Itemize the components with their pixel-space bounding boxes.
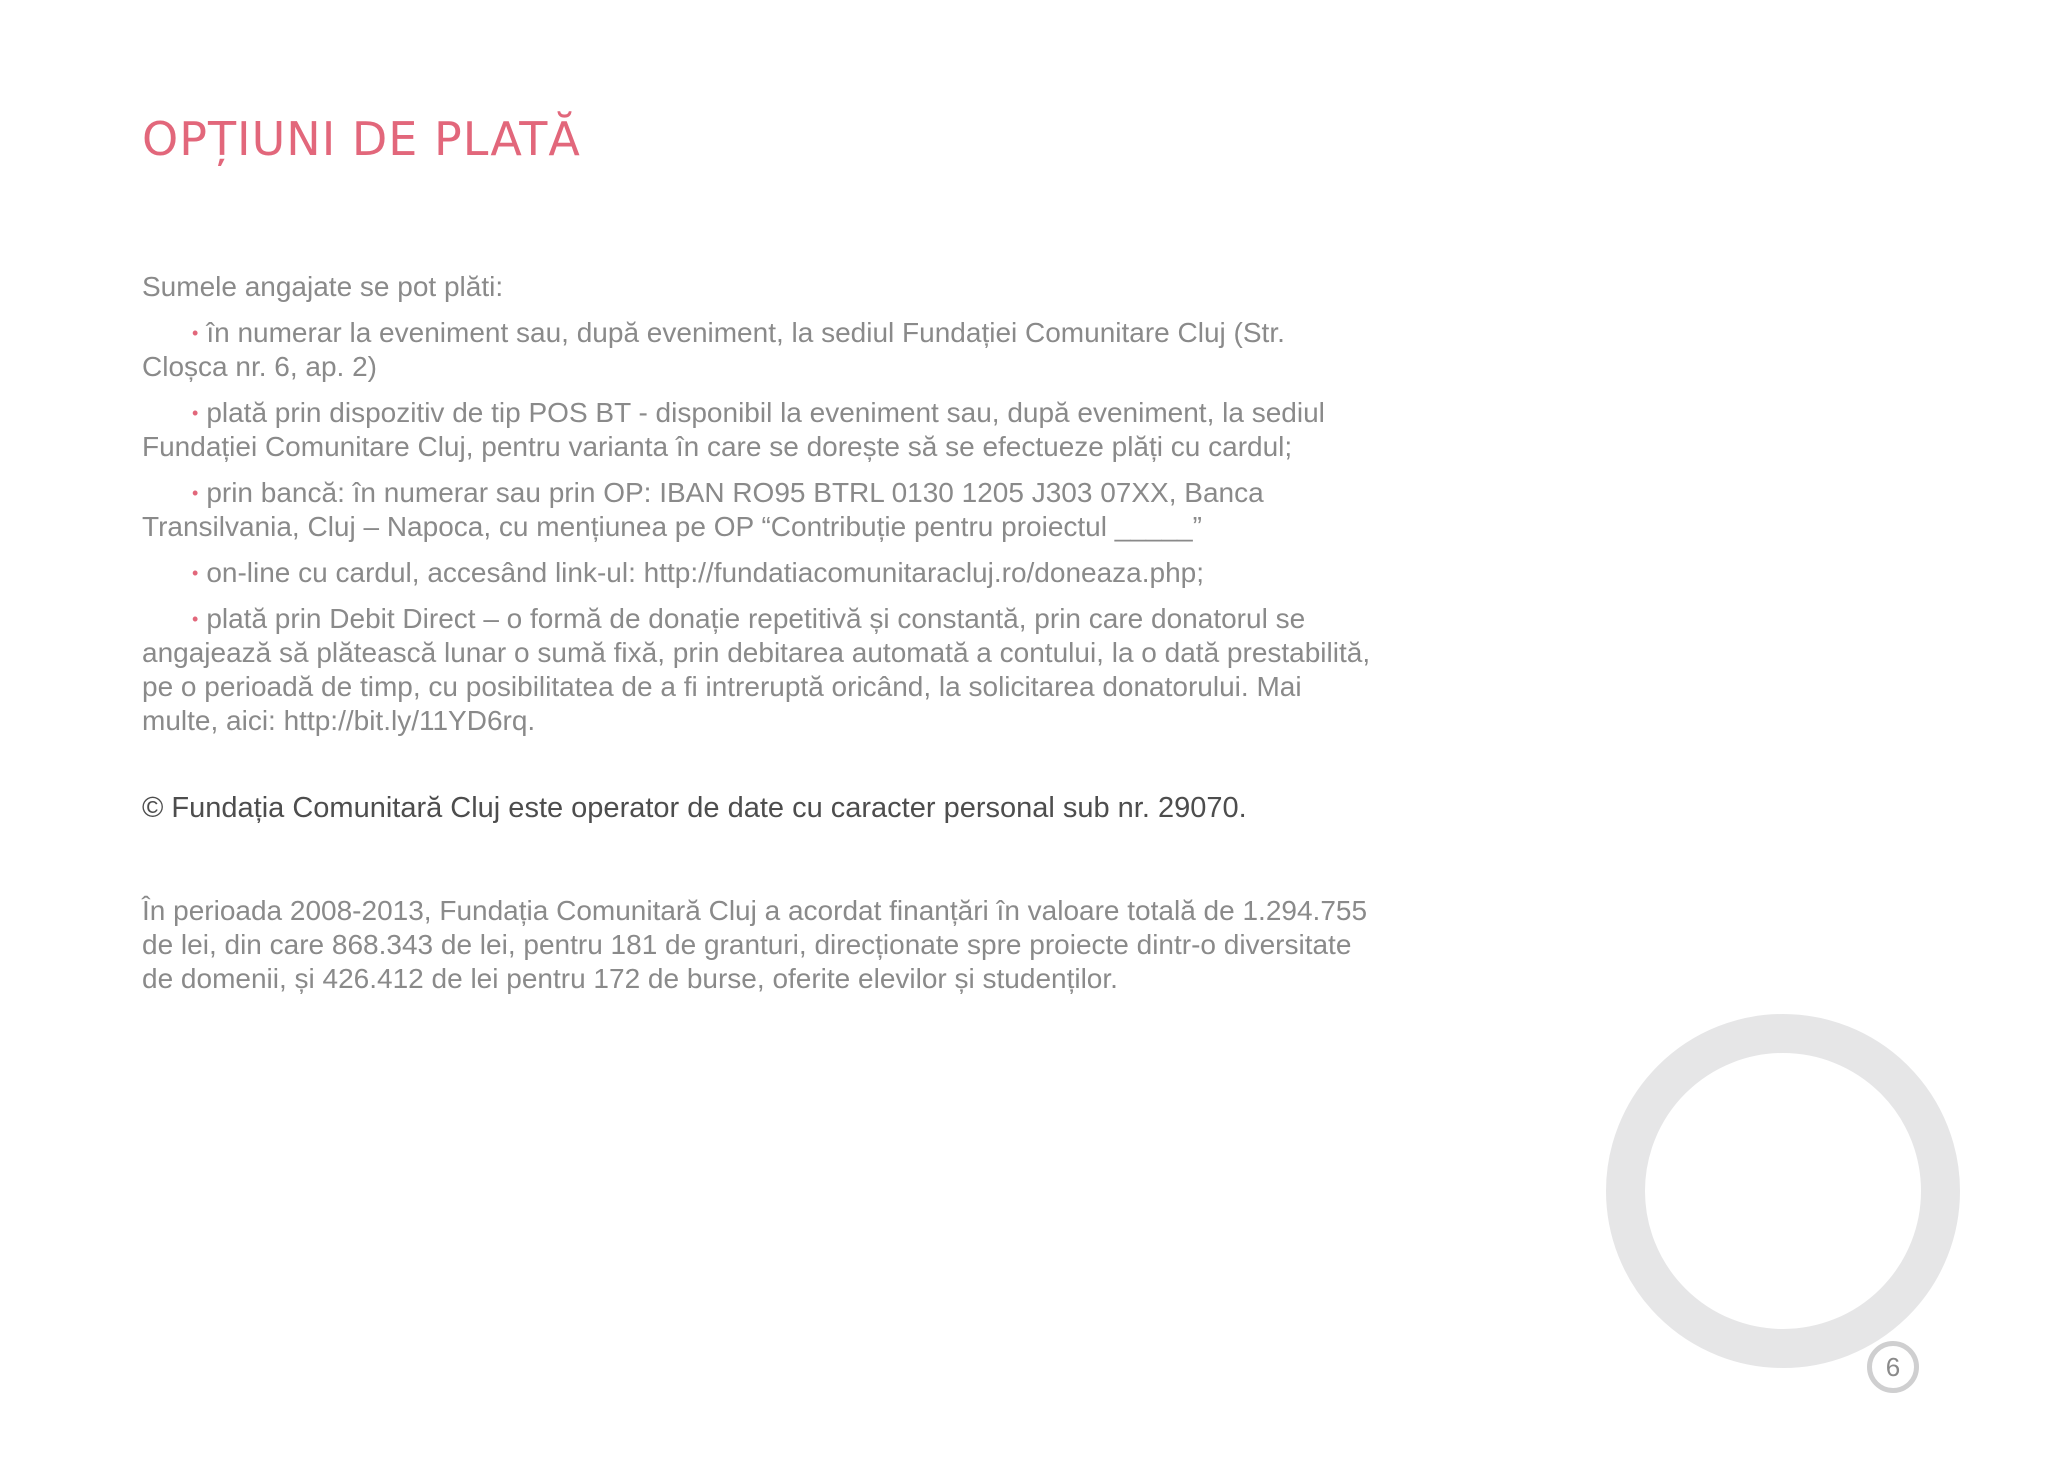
bullet-item-online [142,556,1372,590]
decorative-ring-icon [1606,1014,1960,1368]
funding-statistics: În perioada 2008-2013, Fundația Comunitară Cluj a acordat finanțări în valoare totală de 1.294.755 de lei, din care 868.343 de lei, pentru 181 de granturi, direcționate spre proiecte dintr-o diversitate de domenii, și 426.412 de lei pentru 172 de burse, oferite elevilor și studenților. [142,895,1368,994]
payment-options-content [142,270,1372,996]
bullet-text: plată prin dispozitiv de tip POS BT - disponibil la eveniment sau, după eveniment, la sediul Fundației Comunitare Cluj, pentru varianta în care se dorește să se efectueze plăți cu cardul; [142,397,1325,462]
bullet-item-cash [142,316,1372,384]
bullet-text: prin bancă: în numerar sau prin OP: IBAN RO95 BTRL 0130 1205 J303 07XX, Banca Transilvania, Cluj – Napoca, cu mențiunea pe OP “Contribuție pentru proiectul _____” [142,477,1264,542]
page-title: OPȚIUNI DE PLATĂ [142,112,581,166]
copyright-notice: © Fundația Comunitară Cluj este operator de date cu caracter personal sub nr. 29070. [142,792,1247,824]
bullet-icon: • [192,609,199,629]
bullet-text: on-line cu cardul, accesând link-ul: http://fundatiacomunitaracluj.ro/doneaza.php; [206,557,1205,588]
page-number-badge: 6 [1867,1341,1919,1393]
bullet-icon: • [192,323,199,343]
intro-text: Sumele angajate se pot plăti: [142,271,504,302]
bullet-text: în numerar la eveniment sau, după eveniment, la sediul Fundației Comunitare Cluj (Str. Cloșca nr. 6, ap. 2) [142,317,1285,382]
bullet-icon: • [192,483,199,503]
bullet-icon: • [192,563,199,583]
bullet-icon: • [192,403,199,423]
bullet-item-debit-direct [142,602,1372,738]
bullet-item-bank [142,476,1372,544]
bullet-text: plată prin Debit Direct – o formă de donație repetitivă și constantă, prin care donatorul se angajează să plătească lunar o sumă fixă, prin debitarea automată a contului, la o dată prestabilită, pe o perioadă de timp, cu posibilitatea de a fi intreruptă oricând, la solicitarea donatorului. Mai multe, aici: http://bit.ly/11YD6rq. [142,603,1371,736]
bullet-item-pos [142,396,1372,464]
